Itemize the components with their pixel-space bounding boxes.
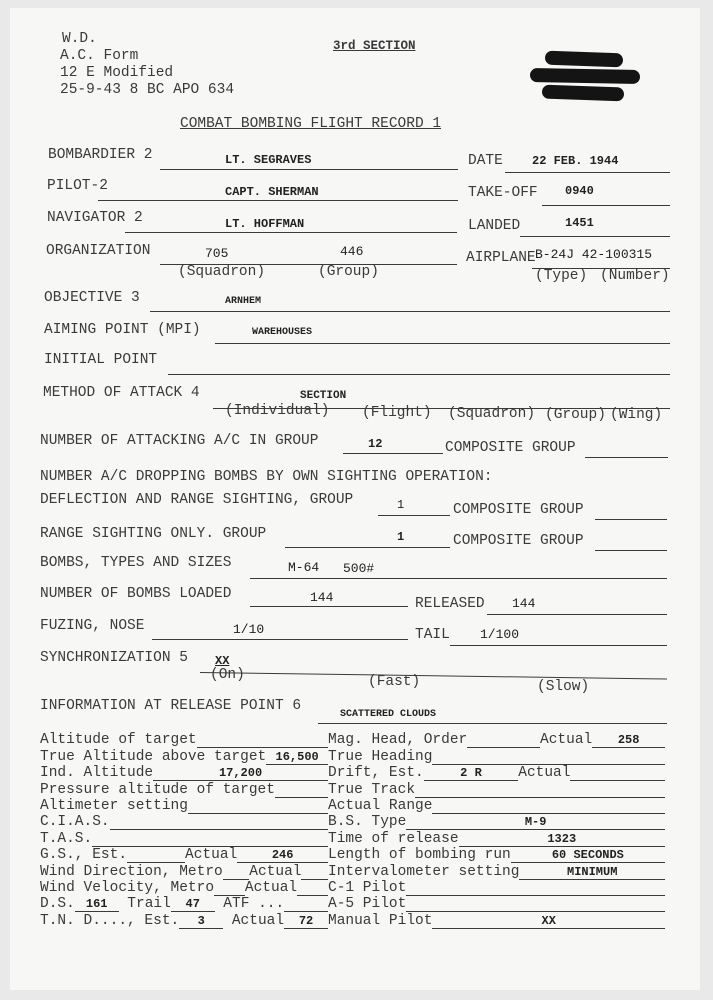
right-field xyxy=(328,912,665,928)
field-value xyxy=(223,865,250,880)
released-value: 144 xyxy=(512,596,536,611)
field-label: A-5 Pilot xyxy=(328,896,407,913)
released-label: RELEASED xyxy=(415,596,485,612)
left-field xyxy=(40,798,328,814)
field-label: True Track xyxy=(328,781,416,798)
right-field xyxy=(328,830,665,846)
field-label: G.S., Est. xyxy=(40,847,128,864)
left-field xyxy=(40,748,328,764)
method-option: (Individual) xyxy=(225,403,330,419)
field-label: ATF ... xyxy=(214,896,285,913)
section-heading: 3rd SECTION xyxy=(333,39,416,53)
field-value: 2 R xyxy=(424,766,519,781)
composite-group-label: COMPOSITE GROUP xyxy=(453,502,584,518)
method-option: (Group) xyxy=(545,407,606,423)
field-label: Altimeter setting xyxy=(40,797,188,814)
bombardier-label: BOMBARDIER 2 xyxy=(48,147,153,163)
left-field xyxy=(40,880,328,896)
left-field xyxy=(40,781,328,797)
field-label: Actual xyxy=(223,912,285,929)
table-row xyxy=(40,781,665,797)
landed-label: LANDED xyxy=(468,218,521,234)
airplane-value: B-24J 42-100315 xyxy=(535,247,653,262)
field-label: Actual xyxy=(185,847,238,864)
release-data-table xyxy=(40,732,665,929)
field-label: D.S. xyxy=(40,896,75,913)
table-row xyxy=(40,732,665,748)
composite-group-label: COMPOSITE GROUP xyxy=(445,440,576,456)
left-field xyxy=(40,732,328,748)
group-value: 446 xyxy=(340,244,364,259)
method-option: (Flight) xyxy=(362,405,432,421)
field-label: Manual Pilot xyxy=(328,912,433,929)
deflection-label: DEFLECTION AND RANGE SIGHTING, GROUP xyxy=(40,492,354,508)
sync-option: (Slow) xyxy=(537,679,590,695)
fuzing-nose-value: 1/10 xyxy=(233,622,265,637)
aiming-point-value: WAREHOUSES xyxy=(252,327,313,338)
table-row xyxy=(40,880,665,896)
objective-label: OBJECTIVE 3 xyxy=(44,290,140,306)
field-value: M-9 xyxy=(406,815,665,830)
left-field xyxy=(40,765,328,781)
sync-option: (On) xyxy=(210,667,245,683)
field-value xyxy=(214,881,245,896)
dropping-label: NUMBER A/C DROPPING BOMBS BY OWN SIGHTING OPERATION: xyxy=(40,469,493,485)
field-label: C-1 Pilot xyxy=(328,879,407,896)
pilot-value: CAPT. SHERMAN xyxy=(225,185,319,199)
field-label: Altitude of target xyxy=(40,732,197,749)
field-value: MINIMUM xyxy=(519,865,665,880)
right-field xyxy=(328,880,665,896)
bomb-type-value: M-64 xyxy=(288,560,320,575)
field-value xyxy=(570,766,665,781)
fuzing-tail-value: 1/100 xyxy=(480,627,520,642)
method-value: SECTION xyxy=(300,390,347,402)
objective-value: ARNHEM xyxy=(225,296,262,307)
field-value xyxy=(406,881,665,896)
left-field xyxy=(40,814,328,830)
field-value xyxy=(301,865,328,880)
field-label: B.S. Type xyxy=(328,814,407,831)
field-label: Actual xyxy=(540,732,593,749)
field-value xyxy=(432,799,665,814)
aiming-point-label: AIMING POINT (MPI) xyxy=(44,322,201,338)
number-caption: (Number) xyxy=(600,268,670,284)
table-row xyxy=(40,814,665,830)
field-label: Ind. Altitude xyxy=(40,765,154,782)
airplane-label: AIRPLANE xyxy=(466,250,536,266)
deflection-value: 1 xyxy=(397,498,405,512)
field-label: Trail xyxy=(118,896,171,913)
date-label: DATE xyxy=(468,153,503,169)
field-label: T.N. D...., Est. xyxy=(40,912,180,929)
field-value xyxy=(188,799,328,814)
field-label: Wind Direction, Metro xyxy=(40,863,223,880)
bomb-types-label: BOMBS, TYPES AND SIZES xyxy=(40,555,232,571)
field-label: True Heading xyxy=(328,748,433,765)
field-value xyxy=(406,897,665,912)
navigator-label: NAVIGATOR 2 xyxy=(47,210,143,226)
form-id-line: W.D. xyxy=(62,31,97,47)
table-row xyxy=(40,765,665,781)
composite-group-label: COMPOSITE GROUP xyxy=(453,533,584,549)
bombs-loaded-value: 144 xyxy=(310,590,334,605)
field-label: Actual xyxy=(244,879,298,896)
takeoff-value: 0940 xyxy=(565,184,594,198)
field-label: Wind Velocity, Metro xyxy=(40,879,215,896)
synchronization-label: SYNCHRONIZATION 5 xyxy=(40,650,188,666)
release-info-value: SCATTERED CLOUDS xyxy=(340,709,437,720)
field-label: T.A.S. xyxy=(40,830,93,847)
attacking-label: NUMBER OF ATTACKING A/C IN GROUP xyxy=(40,433,319,449)
field-value: 72 xyxy=(284,914,328,929)
field-label: Actual Range xyxy=(328,797,433,814)
field-value xyxy=(415,783,665,798)
table-row xyxy=(40,896,665,912)
field-value xyxy=(92,832,328,847)
table-row xyxy=(40,798,665,814)
method-option: (Squadron) xyxy=(448,406,536,422)
squadron-value: 705 xyxy=(205,246,229,261)
initial-point-label: INITIAL POINT xyxy=(44,352,158,368)
form-id-line: 12 E Modified xyxy=(60,65,174,81)
field-label: Time of release xyxy=(328,830,459,847)
field-value: 47 xyxy=(171,897,215,912)
right-field xyxy=(328,765,665,781)
field-value xyxy=(432,750,665,765)
field-value xyxy=(110,815,328,830)
bomb-size-value: 500# xyxy=(343,561,375,576)
sync-option: (Fast) xyxy=(368,674,421,690)
date-value: 22 FEB. 1944 xyxy=(532,154,619,168)
left-field xyxy=(40,896,328,912)
takeoff-label: TAKE-OFF xyxy=(468,185,538,201)
left-field xyxy=(40,863,328,879)
field-label: Drift, Est. xyxy=(328,765,424,782)
field-value xyxy=(127,848,185,863)
field-value: 1323 xyxy=(459,832,665,847)
field-label: Pressure altitude of target xyxy=(40,781,275,798)
left-field xyxy=(40,912,328,928)
field-label: Actual xyxy=(249,863,302,880)
field-value xyxy=(284,897,328,912)
field-label: Intervalometer setting xyxy=(328,863,520,880)
field-value: XX xyxy=(432,914,665,929)
table-row xyxy=(40,830,665,846)
form-id-line: 25-9-43 8 BC APO 634 xyxy=(60,82,235,98)
right-field xyxy=(328,814,665,830)
left-field xyxy=(40,847,328,863)
range-sighting-label: RANGE SIGHTING ONLY. GROUP xyxy=(40,526,267,542)
method-label: METHOD OF ATTACK 4 xyxy=(43,385,200,401)
field-value: 3 xyxy=(179,914,223,929)
fuzing-tail-label: TAIL xyxy=(415,627,450,643)
field-label: True Altitude above target xyxy=(40,748,267,765)
range-sighting-value: 1 xyxy=(397,530,405,544)
squadron-caption: (Squadron) xyxy=(178,264,266,280)
table-row xyxy=(40,912,665,928)
type-caption: (Type) xyxy=(535,268,588,284)
table-row xyxy=(40,863,665,879)
field-label: Actual xyxy=(518,765,571,782)
right-field xyxy=(328,863,665,879)
release-info-label: INFORMATION AT RELEASE POINT 6 xyxy=(40,698,302,714)
field-value: 161 xyxy=(75,897,119,912)
left-field xyxy=(40,830,328,846)
field-value xyxy=(197,733,328,748)
table-row xyxy=(40,847,665,863)
form-id-line: A.C. Form xyxy=(60,48,139,64)
right-field xyxy=(328,781,665,797)
bombardier-value: LT. SEGRAVES xyxy=(225,153,312,167)
bombs-loaded-label: NUMBER OF BOMBS LOADED xyxy=(40,586,232,602)
method-option: (Wing) xyxy=(610,407,663,423)
right-field xyxy=(328,896,665,912)
synchronization-value: XX xyxy=(215,654,230,668)
fuzing-nose-label: FUZING, NOSE xyxy=(40,618,145,634)
field-value: 60 SECONDS xyxy=(511,848,665,863)
field-value xyxy=(275,783,328,798)
field-value xyxy=(467,733,540,748)
navigator-value: LT. HOFFMAN xyxy=(225,217,305,231)
right-field xyxy=(328,748,665,764)
field-label: Mag. Head, Order xyxy=(328,732,468,749)
field-value: 246 xyxy=(237,848,328,863)
field-value: 17,200 xyxy=(153,766,328,781)
field-label: C.I.A.S. xyxy=(40,814,110,831)
field-label: Length of bombing run xyxy=(328,847,511,864)
right-field xyxy=(328,847,665,863)
right-field xyxy=(328,732,665,748)
field-value xyxy=(297,881,328,896)
attacking-value: 12 xyxy=(368,437,383,451)
right-field xyxy=(328,798,665,814)
field-value: 16,500 xyxy=(266,750,328,765)
field-value: 258 xyxy=(592,733,665,748)
organization-label: ORGANIZATION xyxy=(46,243,151,259)
pilot-label: PILOT-2 xyxy=(47,178,108,194)
landed-value: 1451 xyxy=(565,216,594,230)
form-title: COMBAT BOMBING FLIGHT RECORD 1 xyxy=(180,116,442,132)
table-row xyxy=(40,748,665,764)
group-caption: (Group) xyxy=(318,264,379,280)
